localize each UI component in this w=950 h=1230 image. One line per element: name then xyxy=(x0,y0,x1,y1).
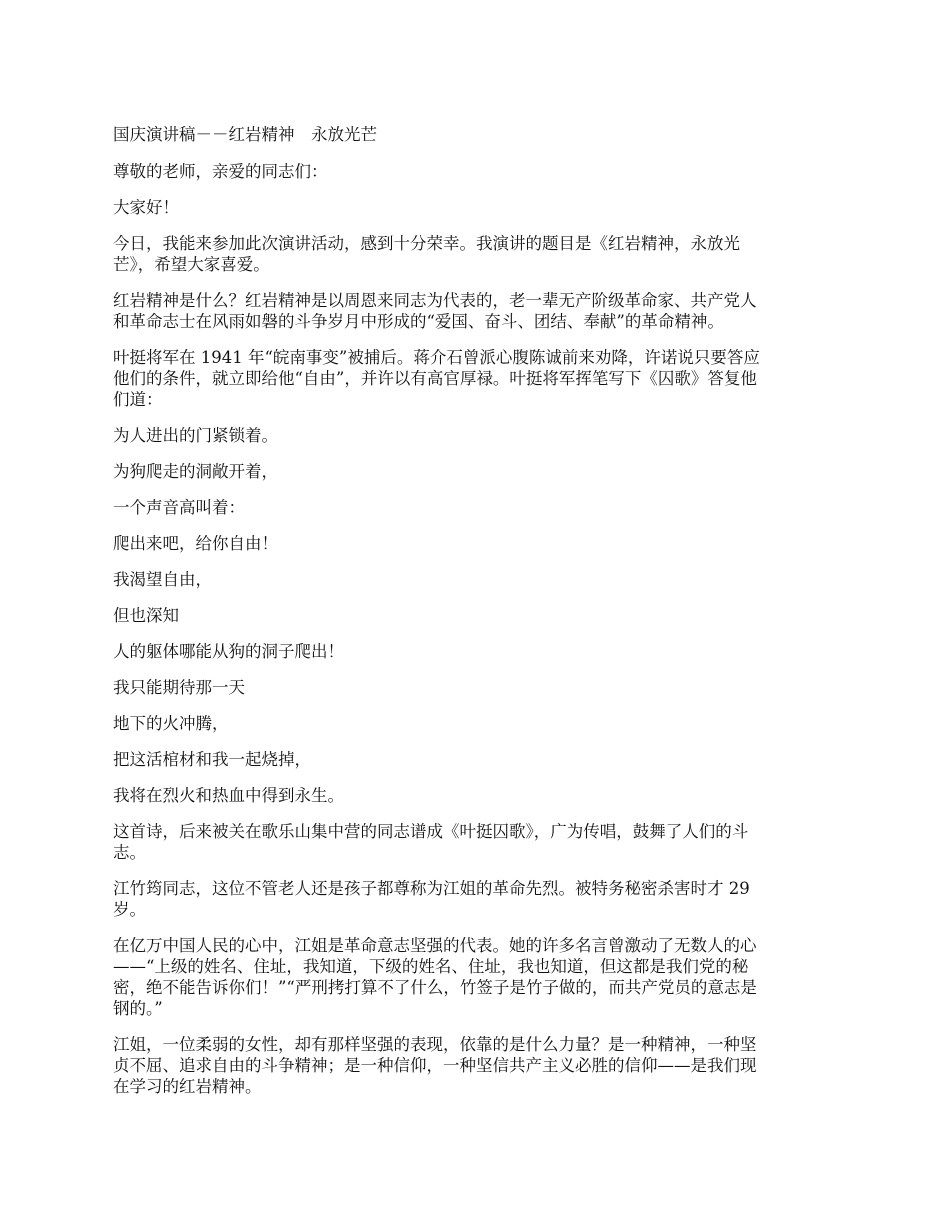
paragraph-jiang-zhuyun: 江竹筠同志，这位不管老人还是孩子都尊称为江姐的革命先烈。被特务秘密杀害时才 29 岁。 xyxy=(113,879,750,919)
paragraph-greeting: 大家好！ xyxy=(113,198,179,217)
poem-line: 我将在烈火和热血中得到永生。 xyxy=(113,786,344,805)
paragraph-jiang-quotes: 在亿万中国人民的心中，江姐是革命意志坚强的代表。她的许多名言曾激动了无数人的心 ——“上级的姓名、住址，我知道，下级的姓名、住址，我也知道，但这都是我们党的秘 密，绝不能告诉你们！”“严刑拷打算不了什么，竹签子是竹子做的，而共产党员的意志是 钢的。” xyxy=(113,936,757,1018)
paragraph-ye-ting: 叶挺将军在 1941 年“皖南事变”被捕后。蒋介石曾派心腹陈诚前来劝降，许诺说只要答应 他们的条件，就立即给他“自由”，并许以有高官厚禄。叶挺将军挥笔写下《囚歌》答复他 们道： xyxy=(113,348,760,409)
paragraph-intro: 今日，我能来参加此次演讲活动，感到十分荣幸。我演讲的题目是《红岩精神，永放光 芒》，希望大家喜爱。 xyxy=(113,234,740,274)
poem-line: 为人进出的门紧锁着。 xyxy=(113,426,278,445)
poem-line: 一个声音高叫着： xyxy=(113,498,245,517)
paragraph-poem-legacy: 这首诗，后来被关在歌乐山集中营的同志谱成《叶挺囚歌》，广为传唱，鼓舞了人们的斗 志。 xyxy=(113,822,749,862)
paragraph-definition: 红岩精神是什么？红岩精神是以周恩来同志为代表的，老一辈无产阶级革命家、共产党人 和革命志士在风雨如磐的斗争岁月中形成的“爱国、奋斗、团结、奉献”的革命精神。 xyxy=(113,291,757,331)
document-title: 国庆演讲稿－－红岩精神 永放光芒 xyxy=(113,125,377,144)
poem-line: 但也深知 xyxy=(113,606,179,625)
poem-line: 爬出来吧，给你自由！ xyxy=(113,534,278,553)
poem-line: 我只能期待那一天 xyxy=(113,678,245,697)
poem-line: 地下的火冲腾， xyxy=(113,714,229,733)
document-body xyxy=(113,124,843,1112)
poem-line: 为狗爬走的洞敞开着， xyxy=(113,462,278,481)
poem-line: 人的躯体哪能从狗的洞子爬出！ xyxy=(113,642,344,661)
paragraph-salutation: 尊敬的老师，亲爱的同志们： xyxy=(113,162,328,181)
poem-line: 我渴望自由， xyxy=(113,570,212,589)
paragraph-spirit-summary: 江姐，一位柔弱的女性，却有那样坚强的表现，依靠的是什么力量？是一种精神，一种坚 贞不屈、追求自由的斗争精神；是一种信仰，一种坚信共产主义必胜的信仰——是我们现 在学习的红岩精神。 xyxy=(113,1035,757,1096)
poem-line: 把这活棺材和我一起烧掉， xyxy=(113,750,311,769)
